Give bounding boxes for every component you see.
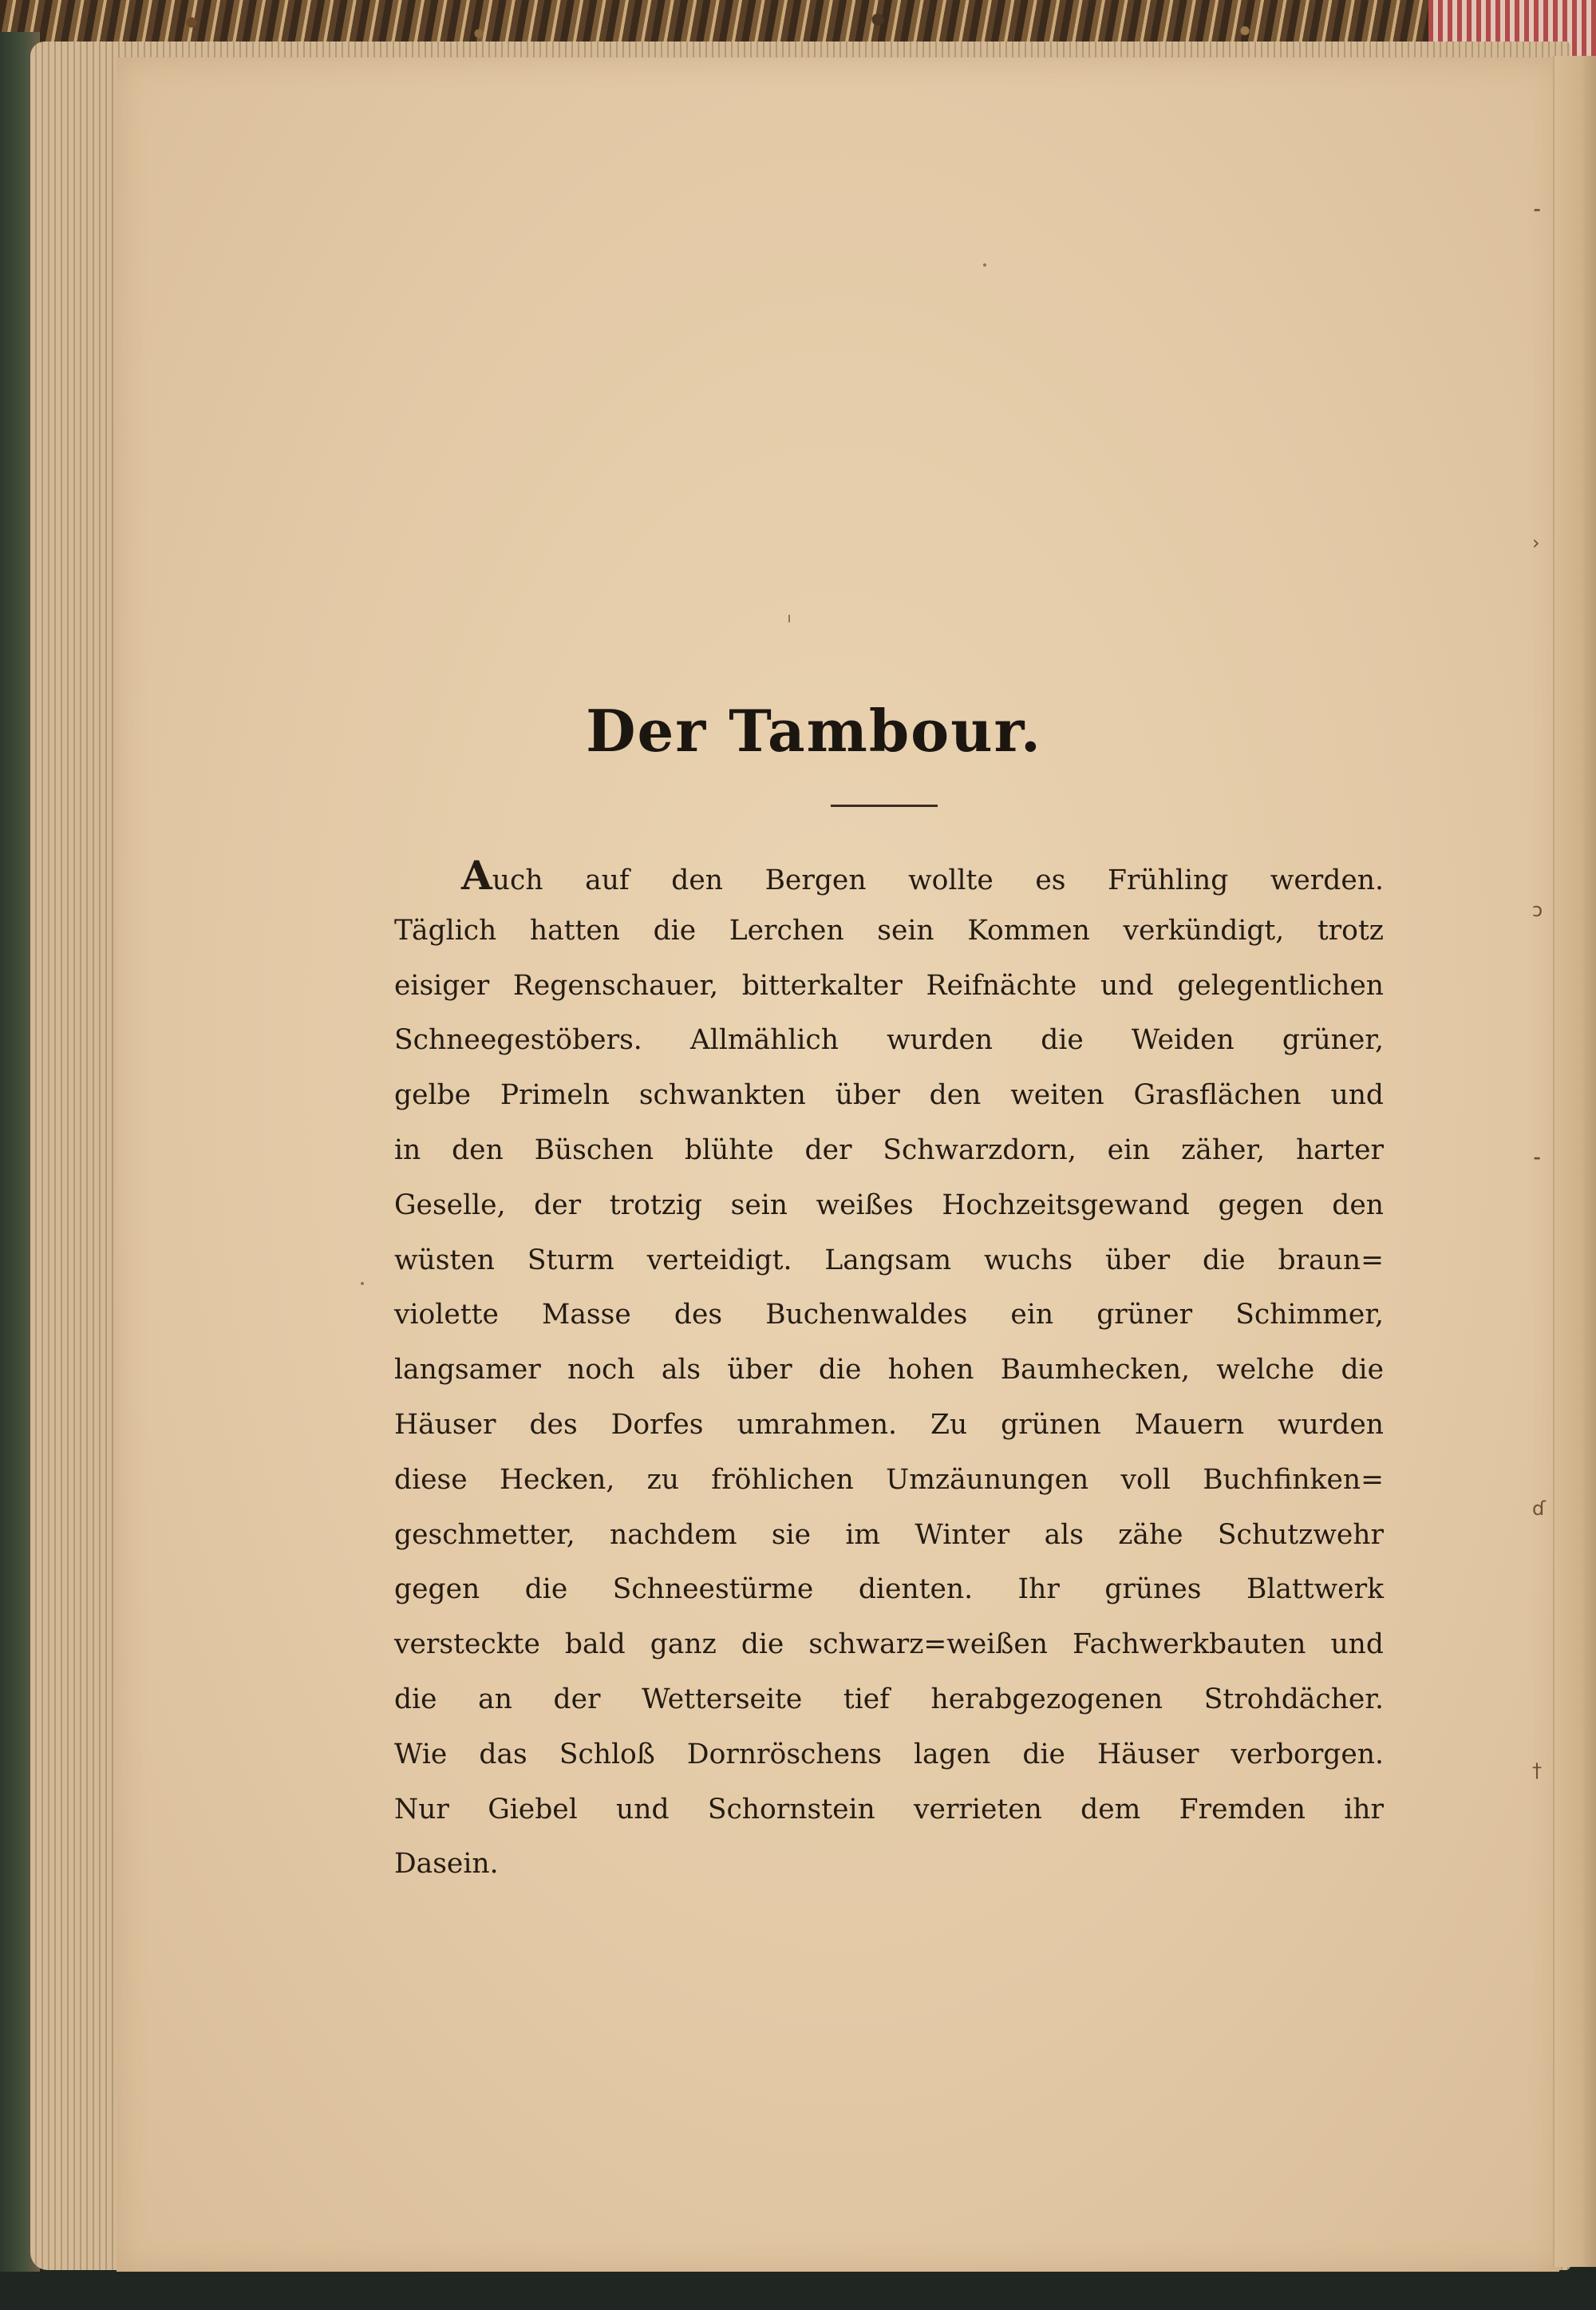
text-line: Nur Giebel und Schornstein verrieten dem Fremden ihr bbox=[394, 1793, 1384, 1825]
text-line: Geselle, der trotzig sein weißes Hochzeitsgewand gegen den bbox=[394, 1189, 1384, 1221]
binding-stitch-icon: ɗ bbox=[1532, 1497, 1546, 1520]
text-line: in den Büschen blühte der Schwarzdorn, ein zäher, harter bbox=[394, 1133, 1384, 1166]
text-line: wüsten Sturm verteidigt. Langsam wuchs über die braun= bbox=[394, 1244, 1384, 1276]
title-divider bbox=[831, 805, 938, 807]
binding-stitch-icon: › bbox=[1532, 532, 1540, 554]
paper-speck bbox=[983, 263, 986, 267]
binding-stitch-icon: † bbox=[1532, 1759, 1542, 1782]
text-line: Wie das Schloß Dornröschens lagen die Häuser verborgen. bbox=[394, 1738, 1384, 1770]
text-line: eisiger Regenschauer, bitterkalter Reifnächte und gelegentlichen bbox=[394, 969, 1384, 1002]
text-line: gelbe Primeln schwankten über den weiten Grasflächen und bbox=[394, 1079, 1384, 1112]
text-line: gegen die Schneestürme dienten. Ihr grünes Blattwerk bbox=[394, 1573, 1384, 1606]
drop-cap: A bbox=[461, 852, 492, 899]
text-line: Täglich hatten die Lerchen sein Kommen verkündigt, trotz bbox=[394, 914, 1384, 947]
book-cover-bottom-edge bbox=[0, 2272, 1596, 2310]
text-line: versteckte bald ganz die schwarz=weißen Fachwerkbauten und bbox=[394, 1628, 1384, 1661]
text-line: die an der Wetterseite tief herabgezogenen Strohdächer. bbox=[394, 1683, 1384, 1715]
paper-speck bbox=[361, 1282, 364, 1285]
chapter-title: Der Tambour. bbox=[586, 697, 1042, 765]
binding-stitch-icon: ɔ bbox=[1532, 899, 1543, 921]
chapter-body-paragraph bbox=[394, 848, 1384, 1892]
text-line: geschmetter, nachdem sie im Winter als zähe Schutzwehr bbox=[394, 1518, 1384, 1551]
text-line-1: Auch auf den Bergen wollte es Frühling werden. bbox=[461, 852, 1384, 899]
binding-stitch-icon: ⁃ bbox=[1532, 1148, 1542, 1170]
page-gutter bbox=[1553, 56, 1596, 2267]
text-line: violette Masse des Buchenwaldes ein grüner Schimmer, bbox=[394, 1299, 1384, 1331]
text-line: Dasein. bbox=[394, 1848, 499, 1881]
text-line: Schneegestöbers. Allmählich wurden die Weiden grüner, bbox=[394, 1024, 1384, 1057]
text-line: diese Hecken, zu fröhlichen Umzäunungen voll Buchfinken= bbox=[394, 1463, 1384, 1496]
paper-speck bbox=[788, 615, 790, 623]
text-line: Häuser des Dorfes umrahmen. Zu grünen Mauern wurden bbox=[394, 1408, 1384, 1441]
text-line: langsamer noch als über die hohen Baumhecken, welche die bbox=[394, 1354, 1384, 1386]
binding-stitch-icon: ⁃ bbox=[1532, 200, 1542, 222]
